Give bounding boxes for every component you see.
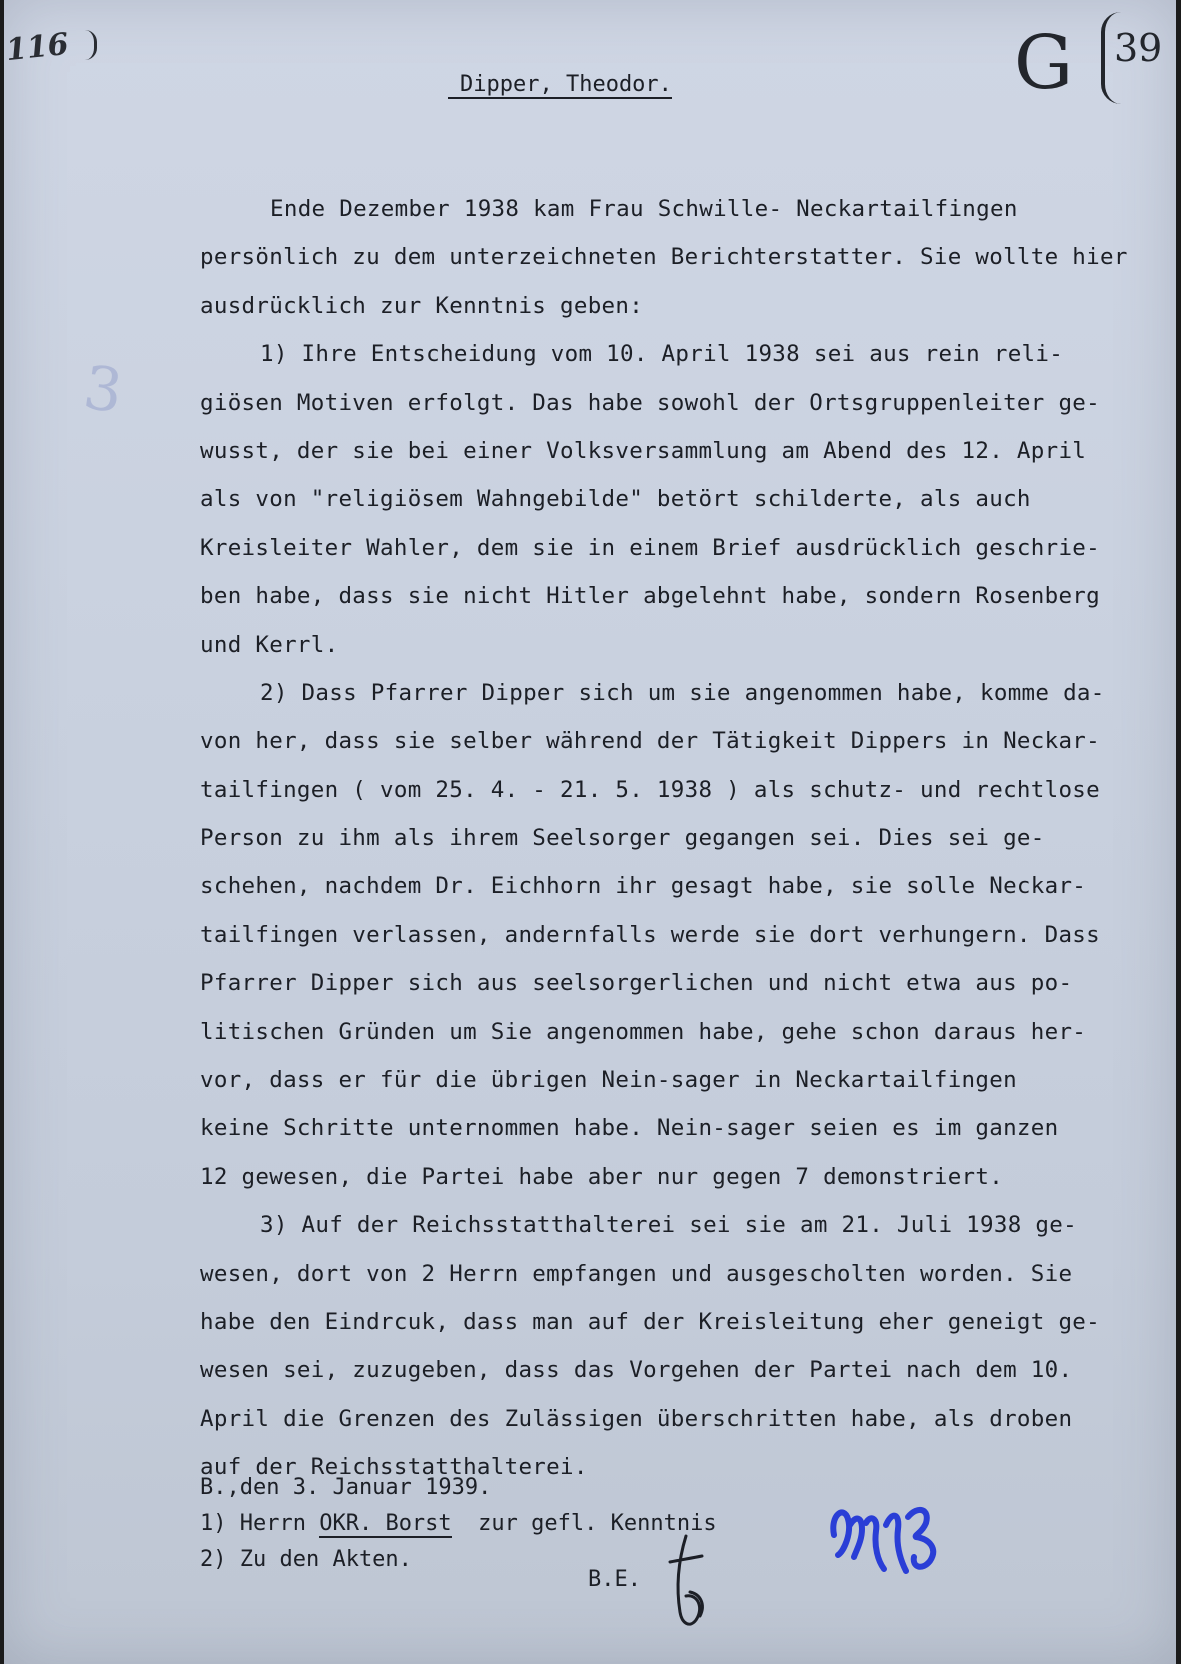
intro-line: persönlich zu dem unterzeichneten Berichterstatter. Sie wollte hier [200, 244, 1128, 271]
author-initials: B.E. [588, 1567, 641, 1592]
footer-date: B.,den 3. Januar 1939. [200, 1475, 492, 1500]
point2-line: keine Schritte unternommen habe. Nein-sager seien es im ganzen [200, 1115, 1059, 1142]
point1-line: und Kerrl. [200, 631, 339, 658]
blue-ink-signature [826, 1495, 944, 1581]
point1-line: giösen Motiven erfolgt. Das habe sowohl der Ortsgruppenleiter ge- [200, 389, 1100, 416]
letter-footer [200, 1470, 717, 1578]
footer-item-1-name: OKR. Borst [319, 1511, 452, 1536]
pencil-mark: 3 [79, 352, 127, 428]
handwritten-initial-signature [656, 1532, 716, 1632]
archive-number-mark: 116 [4, 26, 71, 69]
point2-line: von her, dass sie selber während der Tätigkeit Dippers in Neckar- [200, 728, 1100, 755]
document-page [4, 0, 1176, 1664]
point2-line: vor, dass er für die übrigen Nein-sager in Neckartailfingen [200, 1067, 1017, 1094]
intro-line: Ende Dezember 1938 kam Frau Schwille- Neckartailfingen [270, 196, 1018, 222]
title-underline [448, 72, 672, 99]
intro-line: ausdrücklich zur Kenntnis geben: [200, 292, 644, 319]
point3-line: 3) Auf der Reichsstatthalterei sei sie am 21. Juli 1938 ge- [260, 1212, 1077, 1239]
title-text: Dipper, Theodor. [460, 72, 672, 97]
point2-line: 12 gewesen, die Partei habe aber nur gegen 7 demonstriert. [200, 1163, 1004, 1190]
handwritten-g-mark: G [1014, 20, 1074, 106]
point1-line: 1) Ihre Entscheidung vom 10. April 1938 sei aus rein reli- [260, 341, 1064, 368]
letter-body [200, 185, 1160, 1492]
footer-item-1-prefix: 1) Herrn [200, 1511, 320, 1536]
point1-line: als von "religiösem Wahngebilde" betört schilderte, als auch [200, 486, 1031, 513]
point2-line: schehen, nachdem Dr. Eichhorn ihr gesagt habe, sie solle Neckar- [200, 873, 1087, 900]
page-number-mark: 39 [1114, 26, 1163, 70]
page-title [448, 72, 672, 97]
footer-item-1 [200, 1506, 717, 1542]
footer-item-1-suffix: zur gefl. Kenntnis [451, 1511, 717, 1536]
point2-line: tailfingen ( vom 25. 4. - 21. 5. 1938 ) als schutz- und rechtlose [200, 776, 1100, 803]
footer-item-2: 2) Zu den Akten. [200, 1547, 412, 1572]
point2-line: Pfarrer Dipper sich aus seelsorgerlichen und nicht etwa aus po- [200, 970, 1073, 997]
point2-line: 2) Dass Pfarrer Dipper sich um sie angenommen habe, komme da- [260, 679, 1105, 706]
point2-line: tailfingen verlassen, andernfalls werde sie dort verhungern. Dass [200, 921, 1100, 948]
point2-line: Person zu ihm als ihrem Seelsorger gegangen sei. Dies sei ge- [200, 825, 1045, 852]
archive-number-bracket [80, 30, 97, 60]
point1-line: Kreisleiter Wahler, dem sie in einem Brief ausdrücklich geschrie- [200, 534, 1100, 561]
point3-line: wesen, dort von 2 Herrn empfangen und ausgescholten worden. Sie [200, 1260, 1073, 1287]
point3-line: auf der Reichsstatthalterei. [200, 1454, 588, 1481]
point3-line: habe den Eindrcuk, dass man auf der Kreisleitung eher geneigt ge- [200, 1308, 1100, 1335]
point1-line: wusst, der sie bei einer Volksversammlung am Abend des 12. April [200, 437, 1087, 464]
point3-line: wesen sei, zuzugeben, dass das Vorgehen der Partei nach dem 10. [200, 1357, 1073, 1384]
point2-line: litischen Gründen um Sie angenommen habe, gehe schon daraus her- [200, 1018, 1087, 1045]
point3-line: April die Grenzen des Zulässigen überschritten habe, als droben [200, 1405, 1073, 1432]
point1-line: ben habe, dass sie nicht Hitler abgelehnt habe, sondern Rosenberg [200, 583, 1100, 610]
